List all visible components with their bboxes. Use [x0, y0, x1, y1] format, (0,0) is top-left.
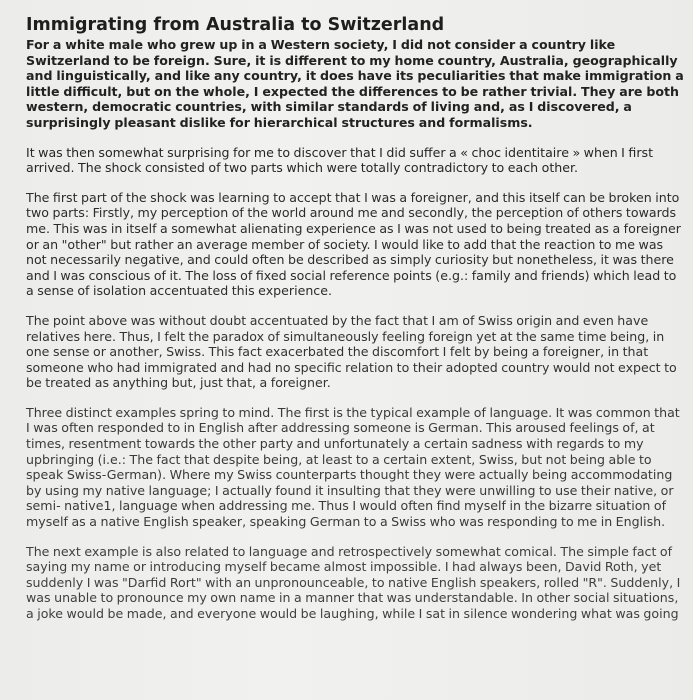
paragraph-4: The point above was without doubt accentuated by the fact that I am of Swiss origin and even have relatives here. Thus, I felt the paradox of simultaneously feeling foreign yet at the same time being, in one sense or another, Swiss. This fact exacerbated the discomfort I felt by being a foreigner, in that someone who had immigrated and had no specific relation to their adopted country would not expect to be treated as anything but, just that, a foreigner. [26, 312, 677, 391]
document-title: Immigrating from Australia to Switzerland [26, 15, 445, 35]
paragraph-5: Three distinct examples spring to mind. The first is the typical example of language. It was common that I was often responded to in English after addressing someone is German. This aroused feelings of, at times, resentment towards the other party and unfortunately a certain sadness with regards to my upbringing (i.e.: The fact that despite being, at least to a certain extent, Swiss, but not being able to speak Swiss-German). Where my Swiss counterparts thought they were actually being accommodating by using my native language; I actually found it insulting that they were unwilling to use their native, or semi- native1, language when addressing me. Thus I would often find myself in the bizarre situation of myself as a native English speaker, speaking German to a Swiss who was responding to me in English. [26, 404, 680, 530]
paragraph-3: The first part of the shock was learning to accept that I was a foreigner, and this itself can be broken into two parts: Firstly, my perception of the world around me and secondly, the perception of others towards me. This was in itself a somewhat alienating experience as I was not used to being treated as a foreigner or an "other" but rather an average member of society. I would like to add that the reaction to me was not necessarily negative, and could often be described as simply curiosity but nonetheless, it was there and I was conscious of it. The loss of fixed social reference points (e.g.: family and friends) which lead to a sense of isolation accentuated this experience. [26, 189, 681, 299]
paragraph-2: It was then somewhat surprising for me to discover that I did suffer a « choc identitaire » when I first arrived. The shock consisted of two parts which were totally contradictory to each other. [26, 144, 654, 176]
paragraph-1: For a white male who grew up in a Western society, I did not consider a country like Switzerland to be foreign. Sure, it is different to my home country, Australia, geographically and linguistically, and like any country, it does have its peculiarities that make immigration a little difficult, but on the whole, I expected the differences to be rather trivial. They are both western, democratic countries, with similar standards of living and, as I discovered, a surprisingly pleasant dislike for hierarchical structures and formalisms. [26, 37, 684, 130]
document-body [26, 14, 684, 622]
paragraph-6: The next example is also related to language and retrospectively somewhat comical. The simple fact of saying my name or introducing myself became almost impossible. I had always been, David Roth, yet suddenly I was "Darfid Rort" with an unpronounceable, to native English speakers, rolled "R". Suddenly, I was unable to pronounce my own name in a manner that was understandable. In other social situations, a joke would be made, and everyone would be laughing, while I sat in silence wondering what was going [26, 543, 681, 621]
